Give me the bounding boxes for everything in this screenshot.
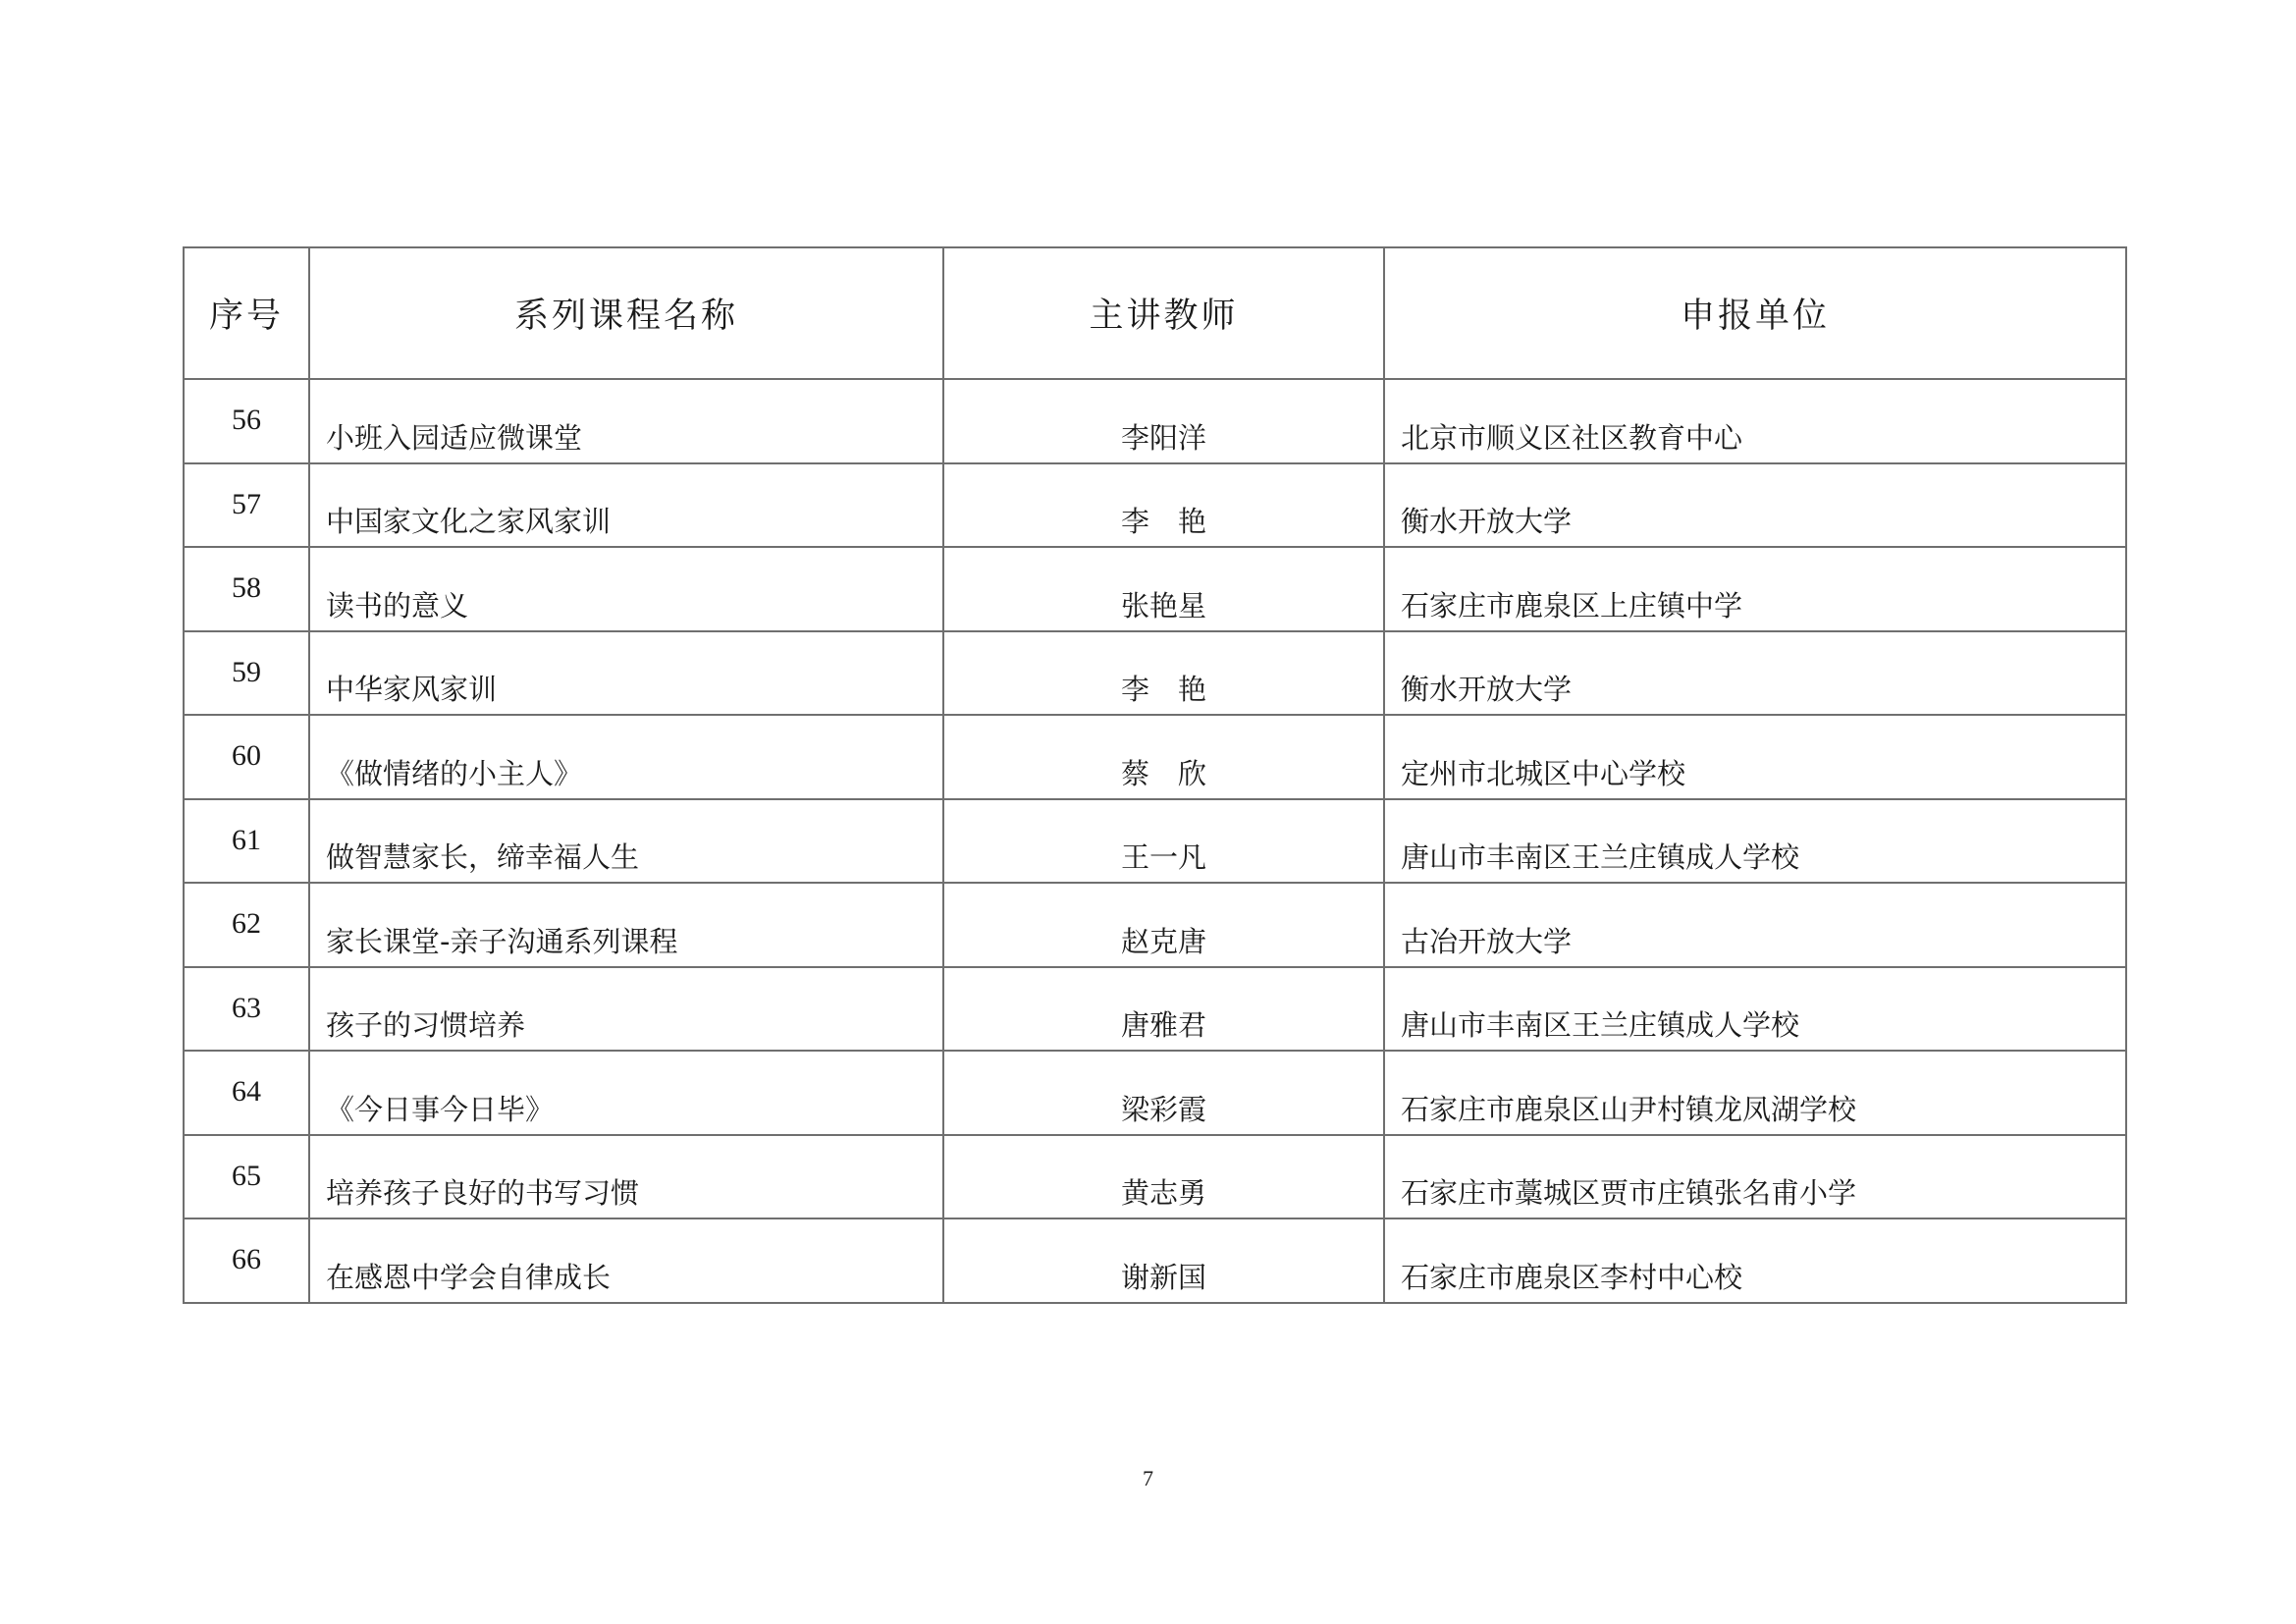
row-lead-teacher: 梁彩霞 [943,1051,1384,1135]
course-table [183,246,2127,1304]
row-serial-number: 59 [184,631,309,716]
table-row [184,799,2126,884]
row-course-name: 《今日事今日毕》 [309,1051,943,1135]
table-header-row [184,247,2126,379]
row-course-name: 读书的意义 [309,547,943,631]
row-course-name: 中国家文化之家风家训 [309,463,943,548]
table-row [184,463,2126,548]
table-row [184,967,2126,1052]
header-serial-number: 序号 [184,247,309,379]
row-serial-number: 63 [184,967,309,1052]
row-course-name: 在感恩中学会自律成长 [309,1218,943,1303]
table-row [184,1218,2126,1303]
row-course-name: 家长课堂-亲子沟通系列课程 [309,883,943,967]
row-applying-unit: 衡水开放大学 [1384,463,2126,548]
row-serial-number: 56 [184,379,309,463]
row-lead-teacher: 李 艳 [943,463,1384,548]
row-applying-unit: 唐山市丰南区王兰庄镇成人学校 [1384,967,2126,1052]
table-row [184,715,2126,799]
row-lead-teacher: 赵克唐 [943,883,1384,967]
row-course-name: 做智慧家长，缔幸福人生 [309,799,943,884]
row-lead-teacher: 李阳洋 [943,379,1384,463]
header-applying-unit: 申报单位 [1384,247,2126,379]
row-applying-unit: 石家庄市藁城区贾市庄镇张名甫小学 [1384,1135,2126,1219]
row-serial-number: 66 [184,1218,309,1303]
row-applying-unit: 古冶开放大学 [1384,883,2126,967]
row-lead-teacher: 唐雅君 [943,967,1384,1052]
row-course-name: 孩子的习惯培养 [309,967,943,1052]
row-serial-number: 57 [184,463,309,548]
row-lead-teacher: 谢新国 [943,1218,1384,1303]
page-number: 7 [1143,1466,1153,1490]
row-serial-number: 60 [184,715,309,799]
table-row [184,883,2126,967]
row-lead-teacher: 李 艳 [943,631,1384,716]
header-course-name: 系列课程名称 [309,247,943,379]
row-serial-number: 61 [184,799,309,884]
row-applying-unit: 定州市北城区中心学校 [1384,715,2126,799]
row-course-name: 中华家风家训 [309,631,943,716]
row-lead-teacher: 黄志勇 [943,1135,1384,1219]
table-row [184,1051,2126,1135]
row-applying-unit: 北京市顺义区社区教育中心 [1384,379,2126,463]
header-lead-teacher: 主讲教师 [943,247,1384,379]
row-serial-number: 62 [184,883,309,967]
row-applying-unit: 石家庄市鹿泉区李村中心校 [1384,1218,2126,1303]
row-applying-unit: 衡水开放大学 [1384,631,2126,716]
row-serial-number: 65 [184,1135,309,1219]
row-applying-unit: 石家庄市鹿泉区山尹村镇龙凤湖学校 [1384,1051,2126,1135]
table-row [184,379,2126,463]
row-lead-teacher: 张艳星 [943,547,1384,631]
row-lead-teacher: 王一凡 [943,799,1384,884]
row-course-name: 培养孩子良好的书写习惯 [309,1135,943,1219]
row-serial-number: 64 [184,1051,309,1135]
row-applying-unit: 石家庄市鹿泉区上庄镇中学 [1384,547,2126,631]
row-course-name: 《做情绪的小主人》 [309,715,943,799]
table-row [184,1135,2126,1219]
row-serial-number: 58 [184,547,309,631]
row-lead-teacher: 蔡 欣 [943,715,1384,799]
row-applying-unit: 唐山市丰南区王兰庄镇成人学校 [1384,799,2126,884]
table-row [184,547,2126,631]
row-course-name: 小班入园适应微课堂 [309,379,943,463]
table-row [184,631,2126,716]
